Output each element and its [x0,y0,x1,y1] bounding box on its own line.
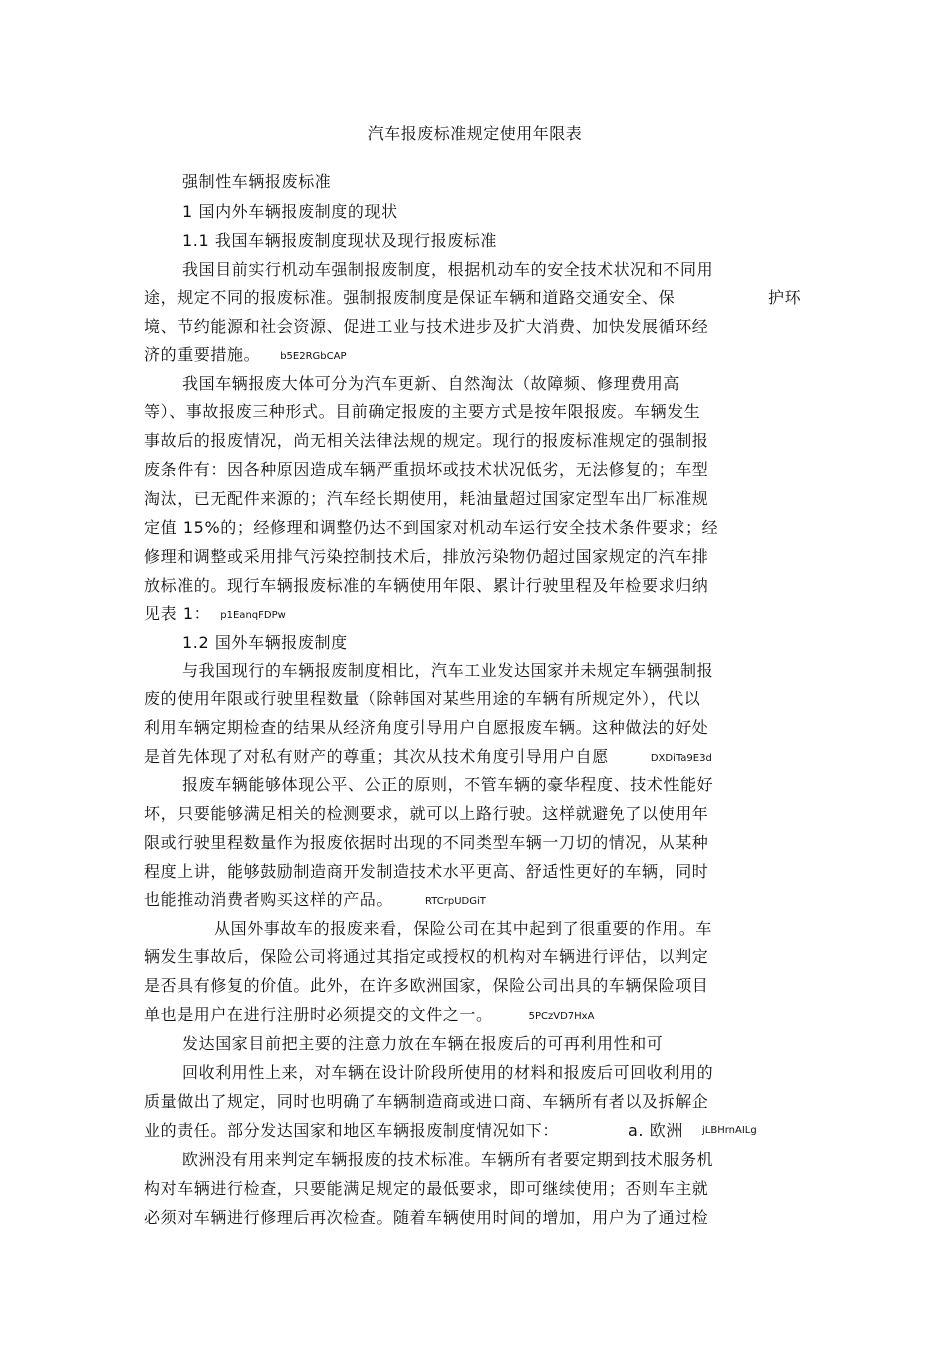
paragraph-text: 途，规定不同的报废标准。强制报废制度是保证车辆和道路交通安全、保 [144,288,676,307]
paragraph-line [144,345,764,367]
paragraph-line: 利用车辆定期检查的结果从经济角度引导用户自愿报废车辆。这种做法的好处 [144,718,709,737]
paragraph-line: 我国车辆报废大体可分为汽车更新、自然淘汰（故障频、修理费用高 [182,374,681,393]
heading-section-1-2: 1.2 国外车辆报废制度 [182,633,348,652]
paragraph-text: 业的责任。部分发达国家和地区车辆报废制度情况如下： [144,1121,560,1140]
document-code: DXDiTa9E3d [650,753,712,764]
paragraph-line [144,747,764,769]
paragraph-text: 护环 [768,288,802,307]
heading-mandatory-scrap-standard: 强制性车辆报废标准 [182,172,332,191]
paragraph-line: 放标准的。现行车辆报废标准的车辆使用年限、累计行驶里程及年检要求归纳 [144,576,709,595]
paragraph-line: 发达国家目前把主要的注意力放在车辆在报废后的可再利用性和可 [182,1034,664,1053]
paragraph-line: 等）、事故报废三种形式。目前确定报废的主要方式是按年限报废。车辆发生 [144,402,701,421]
paragraph-line: 程度上讲，能够鼓励制造商开发制造技术水平更高、舒适性更好的车辆，同时 [144,862,709,881]
heading-section-1-1: 1.1 我国车辆报废制度现状及现行报废标准 [182,231,498,250]
paragraph-text: 见表 1： [144,604,211,623]
paragraph-line: 欧洲没有用来判定车辆报废的技术标准。车辆所有者要定期到技术服务机 [182,1150,714,1169]
paragraph-line: 质量做出了规定，同时也明确了车辆制造商或进口商、车辆所有者以及拆解企 [144,1092,709,1111]
paragraph-text: 也能推动消费者购买这样的产品。 [144,890,394,909]
paragraph-line: 我国目前实行机动车强制报废制度，根据机动车的安全技术状况和不同用 [182,260,714,279]
heading-section-1: 1 国内外车辆报废制度的现状 [182,202,398,221]
paragraph-line: 废条件有：因各种原因造成车辆严重损坏或技术状况低劣，无法修复的；车型 [144,460,709,479]
list-marker-europe: a. 欧洲 [628,1121,683,1140]
paragraph-line: 构对车辆进行检查，只要能满足规定的最低要求，即可继续使用；否则车主就 [144,1179,709,1198]
document-title: 汽车报废标准规定使用年限表 [367,124,583,143]
document-code: p1EanqFDPw [220,610,286,621]
paragraph-text: 单也是用户在进行注册时必须提交的文件之一。 [144,1005,493,1024]
paragraph-line: 定值 15%的；经修理和调整仍达不到国家对机动车运行安全技术条件要求；经 [144,518,719,537]
paragraph-line: 废的使用年限或行驶里程数量（除韩国对某些用途的车辆有所规定外），代以 [144,689,701,708]
paragraph-line: 必须对车辆进行修理后再次检查。随着车辆使用时间的增加，用户为了通过检 [144,1208,709,1227]
paragraph-line: 限或行驶里程数量作为报废依据时出现的不同类型车辆一刀切的情况，从某种 [144,833,709,852]
paragraph-line [144,604,764,626]
paragraph-line: 事故后的报废情况，尚无相关法律法规的规定。现行的报废标准规定的强制报 [144,431,709,450]
paragraph-line: 淘汰，已无配件来源的；汽车经长期使用，耗油量超过国家定型车出厂标准规 [144,489,709,508]
paragraph-line: 从国外事故车的报废来看，保险公司在其中起到了很重要的作用。车 [214,919,713,938]
paragraph-line: 修理和调整或采用排气污染控制技术后，排放污染物仍超过国家规定的汽车排 [144,547,709,566]
document-code: b5E2RGbCAP [280,351,347,362]
paragraph-line: 境、节约能源和社会资源、促进工业与技术进步及扩大消费、加快发展循环经 [144,317,709,336]
paragraph-line: 坏，只要能够满足相关的检测要求，就可以上路行驶。这样就避免了以使用年 [144,804,709,823]
paragraph-line: 辆发生事故后，保险公司将通过其指定或授权的机构对车辆进行评估，以判定 [144,947,709,966]
document-code: jLBHrnAILg [702,1125,757,1136]
document-code: 5PCzVD7HxA [528,1011,595,1022]
paragraph-line: 回收利用性上来，对车辆在设计阶段所使用的材料和报废后可回收利用的 [182,1063,714,1082]
paragraph-line: 报废车辆能够体现公平、公正的原则，不管车辆的豪华程度、技术性能好 [182,775,714,794]
paragraph-line [144,1121,804,1141]
paragraph-text: 是首先体现了对私有财产的尊重；其次从技术角度引导用户自愿 [144,747,609,766]
paragraph-line: 是否具有修复的价值。此外，在许多欧洲国家，保险公司出具的车辆保险项目 [144,976,709,995]
paragraph-line [144,288,804,308]
document-code: RTCrpUDGiT [425,896,486,907]
paragraph-text: 济的重要措施。 [144,345,261,364]
paragraph-line [144,890,764,912]
paragraph-line [144,1005,764,1027]
paragraph-line: 与我国现行的车辆报废制度相比，汽车工业发达国家并未规定车辆强制报 [182,661,714,680]
